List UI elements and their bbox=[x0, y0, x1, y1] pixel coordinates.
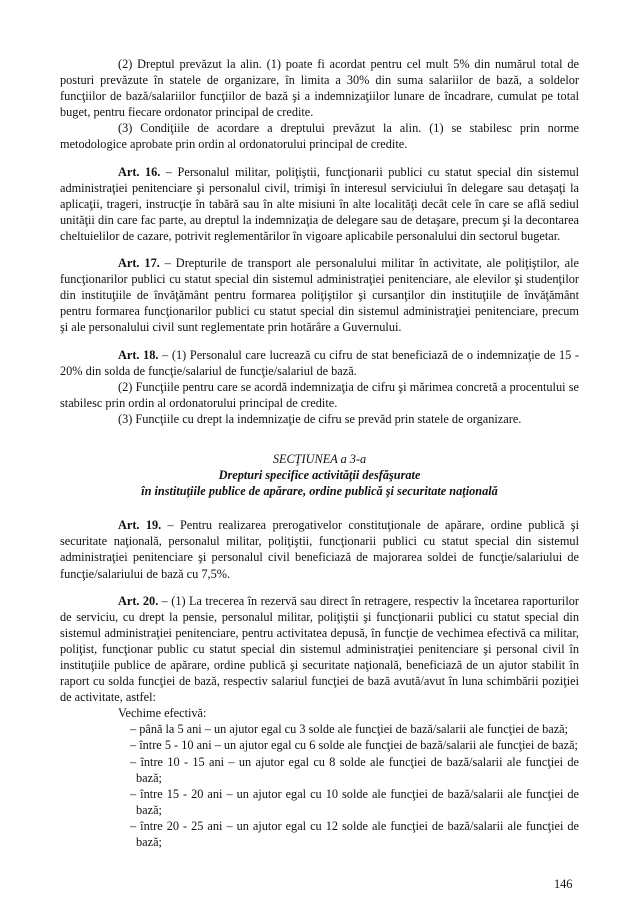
paragraph-art15-2: (2) Dreptul prevăzut la alin. (1) poate fi acordat pentru cel mult 5% din numărul total de posturi prevăzute în statele de organizare, în limita a 30% din suma salariilor de bază, a soldelor funcţiilor de bază/salariilor funcţiilor de bază şi a indemnizaţiilor lunare de încadrare, cumulat pe total buget, pentru fiecare ordonator principal de credite. bbox=[60, 57, 579, 120]
article-17-label: Art. 17. bbox=[118, 256, 160, 271]
list-item: – până la 5 ani – un ajutor egal cu 3 solde ale funcţiei de bază/salarii ale funcţiei de bază; bbox=[130, 722, 569, 737]
vechime-heading: Vechime efectivă: bbox=[118, 706, 207, 721]
article-20-text: – (1) La trecerea în rezervă sau direct în retragere, respectiv la încetarea raporturilor de serviciu, cu drept la pensie, personalul militar, poliţiştii şi funcţionarii publici cu statut special din sistemul administraţiei penitenciare, pentru activitatea depusă, în funcţie de vechimea efectivă ca militar, poliţist, funcţionar public cu statut special din sistemul administraţiei penitenciare şi personal civil în instituţiile publice de apărare, ordine publică şi securitate naţională, beneficiază de un ajutor stabilit în raport cu solda funcţiei de bază, respectiv salariul funcţiei de bază avută/avut în luna schimbării poziţiei de activitate, astfel: bbox=[60, 593, 579, 705]
article-18-paragraph-2: (2) Funcţiile pentru care se acordă indemnizaţia de cifru şi mărimea concretă a procentului se stabilesc prin ordin al ordonatorului principal de credite. bbox=[60, 379, 579, 410]
page-number: 146 bbox=[554, 877, 573, 891]
list-item: – între 5 - 10 ani – un ajutor egal cu 6 solde ale funcţiei de bază/salarii ale funcţiei de bază; bbox=[130, 738, 578, 753]
article-18-paragraph-3: (3) Funcţiile cu drept la indemnizaţie de cifru se prevăd prin statele de organizare. bbox=[118, 411, 522, 426]
article-20-label: Art. 20. bbox=[118, 593, 159, 608]
list-item: – între 15 - 20 ani – un ajutor egal cu 10 solde ale funcţiei de bază/salarii ale funcţiei de bază; bbox=[130, 786, 579, 817]
article-18-label: Art. 18. bbox=[118, 347, 159, 362]
section-title-line-2: în instituţiile publice de apărare, ordine publică şi securitate naţională bbox=[141, 484, 498, 499]
paragraph-art15-3: (3) Condiţiile de acordare a dreptului prevăzut la alin. (1) se stabilesc prin norme metodologice aprobate prin ordin al ordonatorului principal de credite. bbox=[60, 121, 579, 152]
article-18-text: – (1) Personalul care lucrează cu cifru de stat beneficiază de o indemnizaţie de 15 - 20% din solda de funcţie/salariul de funcţie/salariul de bază. bbox=[60, 347, 579, 378]
article-19 bbox=[60, 517, 579, 581]
article-17-text: – Drepturile de transport ale personalului militar în activitate, ale poliţiştilor, ale funcţionarilor publici cu statut special din sistemul administraţiei penitenciare, ale elevilor şi studenţilor din instituţiile de învăţământ pentru formarea poliţiştilor şi cursanţilor din instituţiile de învăţământ pentru formarea funcţionarilor publici cu statut special din sistemul administraţiei penitenciare, precum şi ale personalului civil sunt reglementate prin hotărâre a Guvernului. bbox=[60, 256, 580, 335]
article-16-text: – Personalul militar, poliţiştii, funcţionarii publici cu statut special din sistemul administraţiei penitenciare şi personalul civil, trimişi în interesul serviciului în delegare sau detaşaţi la aplicaţii, trageri, instrucţie în tabără sau în alte misiuni în alte localităţi decât cele în care se află sediul unităţii din care fac parte, au dreptul la indemnizaţia de delegare sau de detaşare, precum şi la decontarea cheltuielilor de cazare, potrivit reglementărilor în vigoare aplicabile personalului din sectorul bugetar. bbox=[60, 164, 580, 243]
list-item: – între 10 - 15 ani – un ajutor egal cu 8 solde ale funcţiei de bază/salarii ale funcţiei de bază; bbox=[130, 754, 579, 785]
document-page bbox=[60, 56, 579, 850]
article-17 bbox=[60, 255, 579, 335]
section-heading bbox=[60, 451, 579, 499]
article-20 bbox=[60, 593, 579, 706]
list-item: – între 20 - 25 ani – un ajutor egal cu 12 solde ale funcţiei de bază/salarii ale funcţiei de bază; bbox=[130, 818, 579, 850]
section-title-line-1: Drepturi specifice activităţii desfăşurate bbox=[218, 468, 421, 483]
article-16 bbox=[60, 164, 579, 244]
article-16-label: Art. 16. bbox=[118, 164, 161, 179]
article-18 bbox=[60, 347, 579, 379]
article-19-label: Art. 19. bbox=[118, 518, 162, 533]
section-label: SECŢIUNEA a 3-a bbox=[272, 451, 367, 466]
article-19-text: – Pentru realizarea prerogativelor constituţionale de apărare, ordine publică şi securitate naţională, personalul militar, poliţiştii, funcţionarii publici cu statut special din sistemul administraţiei penitenciare şi personalul civil beneficiază de majorarea soldei de funcţie/salariului de funcţie/salariului de bază cu 7,5%. bbox=[60, 518, 579, 581]
